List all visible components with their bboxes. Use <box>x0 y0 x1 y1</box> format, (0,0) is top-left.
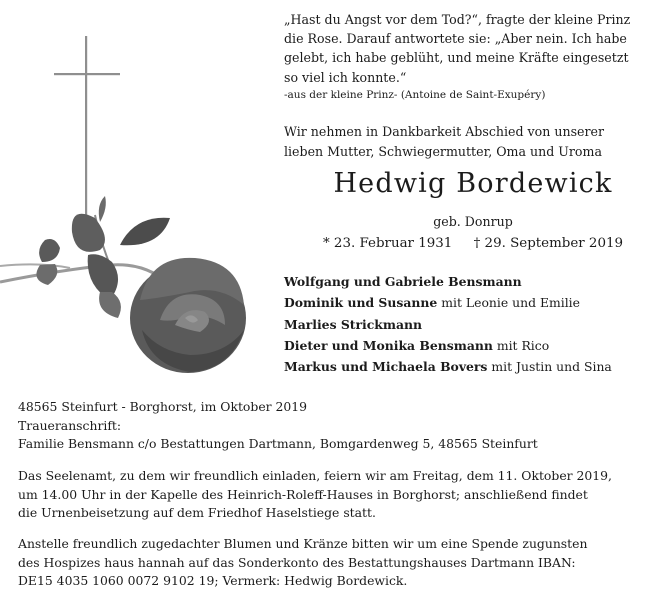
family-names: Dominik und Susanne <box>284 295 438 311</box>
address-line: Traueranschrift: <box>18 417 122 433</box>
birth-name: geb. Donrup <box>433 214 513 229</box>
family-list <box>284 271 612 377</box>
service-line: um 14.00 Uhr in der Kapelle des Heinrich-Roleff-Hauses in Borghorst; anschließend findet <box>18 486 588 502</box>
deceased-name: Hedwig Bordewick <box>333 168 613 199</box>
quote-line: so viel ich konnte.“ <box>284 69 407 85</box>
family-member <box>284 292 612 313</box>
cross-and-rose-illustration <box>0 0 280 400</box>
donation-line: DE15 4035 1060 0072 9102 19; Vermerk: Hedwig Bordewick. <box>18 573 408 589</box>
rose-icon <box>0 196 246 373</box>
donation-line: Anstelle freundlich zugedachter Blumen und Kränze bitten wir um eine Spende zugunsten <box>18 536 588 551</box>
intro-line: lieben Mutter, Schwiegermutter, Oma und Uroma <box>284 143 602 159</box>
family-names: Marlies Strickmann <box>284 316 423 332</box>
life-dates <box>283 236 663 251</box>
address-block <box>18 398 654 454</box>
quote-line: „Hast du Angst vor dem Tod?“, fragte der kleine Prinz <box>284 12 631 27</box>
family-member <box>284 356 612 377</box>
death-date: † 29. September 2019 <box>473 236 624 251</box>
family-names: Dieter und Monika Bensmann <box>284 337 493 353</box>
quote-line: die Rose. Darauf antwortete sie: „Aber nein. Ich habe <box>284 31 627 47</box>
birth-date: * 23. Februar 1931 <box>322 236 453 251</box>
intro-line: Wir nehmen in Dankbarkeit Abschied von unserer <box>284 124 604 139</box>
family-member <box>284 335 612 356</box>
address-line: 48565 Steinfurt - Borghorst, im Oktober 2019 <box>18 399 308 414</box>
quote-line: gelebt, ich habe geblüht, und meine Kräfte eingesetzt <box>284 50 629 66</box>
address-line: Familie Bensmann c/o Bestattungen Dartmann, Bomgardenweg 5, 48565 Steinfurt <box>18 436 538 452</box>
quote-block <box>284 10 656 103</box>
donation-block <box>18 535 654 591</box>
service-line: Das Seelenamt, zu dem wir freundlich einladen, feiern wir am Freitag, dem 11. Oktober 2019, <box>18 468 612 483</box>
family-names: Markus und Michaela Bovers <box>284 359 488 375</box>
family-member <box>284 314 612 335</box>
family-extra: mit Leonie und Emilie <box>437 295 580 311</box>
donation-line: des Hospizes haus hannah auf das Sonderkonto des Bestattungshauses Dartmann IBAN: <box>18 554 576 570</box>
service-block <box>18 467 654 523</box>
family-names: Wolfgang und Gabriele Bensmann <box>284 274 522 289</box>
service-line: die Urnenbeisetzung auf dem Friedhof Haselstiege statt. <box>18 505 376 521</box>
family-member <box>284 271 612 292</box>
family-extra: mit Rico <box>492 337 550 353</box>
intro-text <box>284 122 604 161</box>
quote-source: -aus der kleine Prinz- (Antoine de Saint-Exupéry) <box>284 88 546 101</box>
family-extra: mit Justin und Sina <box>487 359 612 375</box>
